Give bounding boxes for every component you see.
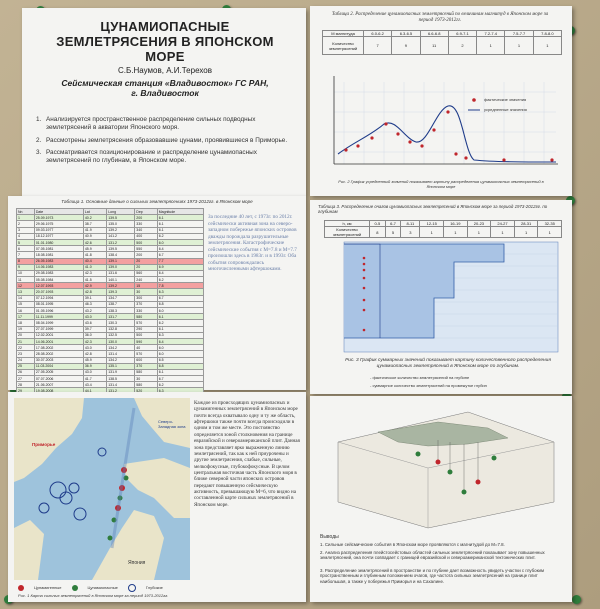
table-cell: 138.7	[107, 301, 135, 307]
table-cell: 21	[17, 338, 35, 344]
count-cell: 1	[505, 37, 533, 55]
table-cell: 560	[135, 270, 157, 276]
table-cell: 6.9	[157, 264, 203, 270]
table-cell: 16	[17, 308, 35, 314]
table-cell: 500	[135, 332, 157, 338]
korea-land	[14, 520, 44, 580]
col-header: Nn	[17, 209, 35, 215]
table-cell: 40	[135, 345, 157, 351]
depth-bin: 8-11	[401, 221, 420, 227]
data-table-sheet	[8, 196, 306, 390]
range-cell: 6.3-6.5	[392, 31, 420, 37]
table-cell: 138.5	[107, 376, 135, 382]
hokkaido-land	[124, 458, 190, 518]
table-cell: 139.1	[107, 258, 135, 264]
earthquake-table-body	[17, 215, 204, 407]
table-cell: 42.6	[83, 239, 106, 245]
map-legend	[18, 584, 163, 592]
depth-count: 3	[401, 227, 420, 238]
primorye-land	[14, 398, 84, 482]
conclusions-heading: Выводы	[320, 534, 339, 540]
table-cell: 45.9	[83, 246, 106, 252]
table-cell: 42.8	[83, 289, 106, 295]
table3-caption: Таблица 3. Распределение очагов цунамиопасных землетрясений в Японском море за период 1973-2012гг. по глубинам	[318, 204, 548, 215]
magnitude-graph	[324, 72, 562, 176]
count-cell: 2	[448, 37, 476, 55]
conclusion-2: 2. Анализ распределения плейстосейстовых областей сильных землетрясений показывает зону повышенных землетрясений, она почти совпадает с границей евразийской и североамериканской тектонических плит.	[320, 550, 545, 561]
table-cell: 17	[17, 314, 35, 320]
depth-bin: 12-15	[420, 221, 444, 227]
table-cell: 39.1	[83, 295, 106, 301]
table-cell: 25	[17, 363, 35, 369]
table-cell: 135.1	[107, 363, 135, 369]
graph-grid	[334, 82, 556, 164]
legend-tsunami-hazard: Цунамиопасные	[87, 584, 118, 590]
table1-caption: Таблица 1. Основные данные о сильных землетрясениях 1973-2012гг. в Японском море	[61, 199, 253, 204]
title-line-3: МОРЕ	[145, 48, 185, 64]
table-cell: 6.3	[157, 332, 203, 338]
count-cell: 7	[364, 37, 392, 55]
point-3	[36, 149, 294, 166]
depth-label: h, км	[325, 221, 370, 227]
table-cell: 14	[17, 295, 35, 301]
point-text: Рассматривается позиционирование и распределение цунамиопасных землетрясений по глубинам, в Японском море.	[46, 148, 257, 165]
poster-title	[32, 20, 298, 65]
table-cell: 132.5	[107, 332, 135, 338]
depth-bin: 28-31	[514, 221, 538, 227]
table-cell: 400	[135, 233, 157, 239]
table-cell: 6.1	[157, 314, 203, 320]
table-cell: 8	[17, 258, 35, 264]
table-cell: 40.9	[83, 233, 106, 239]
table-cell: 6.8	[157, 301, 203, 307]
table-cell: 11.11.1999	[34, 314, 83, 320]
table-cell: 20	[135, 258, 157, 264]
table-cell: 6.1	[157, 221, 203, 227]
range-cell: 6.9-7.1	[448, 31, 476, 37]
earthquake-table	[16, 208, 204, 407]
table-cell: 46.3	[83, 301, 106, 307]
averaged-curve	[338, 106, 556, 162]
intro-points	[36, 116, 294, 166]
table-cell: 05.08.1984	[34, 277, 83, 283]
table-cell: 24	[17, 357, 35, 363]
table-cell: 6.0	[157, 239, 203, 245]
fig1-caption: Рис. 1 Карта сильных землетрясений в Японском море за период 1973-2012гг.	[18, 593, 169, 598]
table-cell: 340	[135, 227, 157, 233]
table-cell: 20	[17, 332, 35, 338]
range-cell: 6.0-6.2	[364, 31, 392, 37]
magnitude-sheet	[310, 6, 572, 196]
table-cell: 139.5	[107, 246, 135, 252]
range-cell: 6.6-6.8	[420, 31, 448, 37]
depth-count: 1	[538, 227, 562, 238]
count-cell: 1	[533, 37, 561, 55]
depth-table	[324, 220, 562, 238]
table-cell: 13	[17, 289, 35, 295]
point-2	[36, 137, 294, 145]
table-cell: 2	[17, 221, 35, 227]
table-cell: 6.7	[157, 252, 203, 258]
table-cell: 18.12.1977	[34, 233, 83, 239]
table-cell: 141.2	[107, 233, 135, 239]
depth-sheet	[310, 200, 572, 394]
3d-depth-plot	[318, 402, 564, 530]
table-cell: 134.2	[107, 345, 135, 351]
table-cell: 6.7	[157, 376, 203, 382]
table-cell: 5	[17, 239, 35, 245]
map-label-japan: Япония	[128, 560, 146, 566]
table-cell: 42.3	[83, 270, 106, 276]
table-cell: 200	[135, 252, 157, 258]
title-line-2: ЗЕМЛЕТРЯСЕНИЯ В ЯПОНСКОМ	[56, 33, 274, 49]
table-cell: 6.3	[157, 289, 203, 295]
col-header: Long	[107, 209, 135, 215]
table-cell: 6.2	[157, 382, 203, 388]
table-cell: 600	[135, 357, 157, 363]
table-cell: 139.2	[107, 227, 135, 233]
title-line-1: ЦУНАМИОПАСНЫЕ	[100, 19, 230, 34]
table-cell: 6.1	[157, 369, 203, 375]
table-cell: 131.2	[107, 239, 135, 245]
pushpin	[572, 595, 581, 604]
depth-count: 1	[491, 227, 515, 238]
depth-bin: 32-35	[538, 221, 562, 227]
table-cell: 43.0	[83, 345, 106, 351]
depth-legend-cumulative: - суммарное количество землетрясений на промежутке глубин	[370, 383, 487, 388]
map-sheet	[8, 392, 306, 602]
table-cell: 1	[17, 215, 35, 221]
table-cell: 15	[135, 283, 157, 289]
table-cell: 4	[17, 233, 35, 239]
table-cell: 19	[17, 326, 35, 332]
table-cell: 43.0	[83, 369, 106, 375]
count-cell: 1	[477, 37, 505, 55]
table-cell: 6.2	[157, 277, 203, 283]
point-text: Анализируется пространственное распределение сильных подводных землетрясений в акватории Японского моря.	[46, 116, 256, 132]
table-cell: 43.4	[83, 382, 106, 388]
table-cell: 28	[17, 382, 35, 388]
table-cell: 41.5	[83, 277, 106, 283]
table-cell: 6.0	[157, 351, 203, 357]
table-cell: 12.02.2001	[34, 332, 83, 338]
depth-count: 5	[385, 227, 401, 238]
table-cell: 139.2	[107, 283, 135, 289]
table-cell: 21.06.2007	[34, 382, 83, 388]
table-cell: 15	[17, 301, 35, 307]
table-cell: 550	[135, 246, 157, 252]
table-cell: 330	[135, 221, 157, 227]
station-affiliation	[32, 78, 298, 98]
table-cell: 139.0	[107, 264, 135, 270]
depth-count: 1	[444, 227, 468, 238]
table-cell: 6.1	[157, 326, 203, 332]
point-number: 1.	[36, 116, 42, 123]
table-cell: 6.1	[157, 227, 203, 233]
table-cell: 6.7	[157, 295, 203, 301]
table-cell: 27.05.2005	[34, 369, 83, 375]
map-label-primorye: Приморье	[32, 442, 56, 447]
depth-graph	[324, 238, 562, 356]
table-cell: 29.06.1975	[34, 221, 83, 227]
conclusion-3: 3. Распределение землетрясений в пространстве и по глубине дает возможность увидеть участки с глубоким пространственным и глубинным положением очагов, где частота сильных землетрясений на границе плит наибольшая, а также у побережья Приморья и на Сахалине.	[320, 568, 544, 584]
table-cell: 139.3	[107, 289, 135, 295]
table-cell: 07.05.1981	[34, 246, 83, 252]
legend-actual: фактические значения	[484, 97, 527, 102]
table-cell: 36.0	[83, 332, 106, 338]
authors: С.Б.Наумов, А.И.Терехов	[118, 66, 212, 75]
table-cell: 130.0	[107, 338, 135, 344]
table-cell: 27	[17, 376, 35, 382]
table-cell: 30	[135, 289, 157, 295]
title-sheet	[22, 8, 306, 196]
station-line-1: Сейсмическая станция «Владивосток» ГС РАН,	[61, 78, 269, 88]
table-cell: 138.3	[107, 308, 135, 314]
depth-contours	[39, 448, 106, 520]
table-cell: 580	[135, 314, 157, 320]
table-cell: 500	[135, 239, 157, 245]
table-cell: 300	[135, 295, 157, 301]
point-number: 2.	[36, 136, 42, 144]
table-cell: 28.08.2002	[34, 351, 83, 357]
depth-count: 1	[467, 227, 491, 238]
depth-count: 8	[370, 227, 386, 238]
table-cell: 08.01.1995	[34, 301, 83, 307]
table-cell: 30.07.2003	[34, 357, 83, 363]
col-header: Lat	[83, 209, 106, 215]
table-cell: 18	[17, 320, 35, 326]
table-cell: 131.4	[107, 351, 135, 357]
count-cell: 9	[392, 37, 420, 55]
table-cell: 370	[135, 301, 157, 307]
depth-legend-actual: - фактическое количество землетрясений на глубине	[370, 375, 470, 380]
table-cell: 18.08.1981	[34, 252, 83, 258]
table-cell: 11	[17, 277, 35, 283]
table-cell: 134.7	[107, 295, 135, 301]
depth-bin: 24-27	[491, 221, 515, 227]
table-cell: 580	[135, 369, 157, 375]
table-cell: 40.4	[83, 258, 106, 264]
table-cell: 09.03.1977	[34, 227, 83, 233]
table-cell: 20.07.1993	[34, 289, 83, 295]
col-header: Date	[34, 209, 83, 215]
table-cell: 42.8	[83, 351, 106, 357]
table-cell: 38.7	[83, 221, 106, 227]
conclusions-sheet	[310, 396, 572, 602]
table-cell: 26	[17, 369, 35, 375]
table-cell: 14.06.2001	[34, 338, 83, 344]
table-cell: 7.8	[157, 283, 203, 289]
table-cell: 131.7	[107, 314, 135, 320]
legend-averaged: усредненные значения	[484, 107, 527, 112]
legend-tsunamigenic-icon	[18, 585, 24, 591]
table-cell: 42.9	[83, 283, 106, 289]
table-cell: 6.4	[157, 338, 203, 344]
table-cell: 130.3	[107, 320, 135, 326]
table2-count-label: Количество землетрясений	[323, 37, 364, 55]
table-cell: 11.03.2004	[34, 363, 83, 369]
station-line-2: г. Владивосток	[131, 88, 199, 99]
table-cell: 9	[17, 264, 35, 270]
table-cell: 6	[17, 246, 35, 252]
depth-bin: 0-5	[370, 221, 386, 227]
depth-count: 1	[420, 227, 444, 238]
range-cell: 7.5-7.7	[505, 31, 533, 37]
point-1	[36, 116, 294, 133]
table-cell: 42.3	[83, 338, 106, 344]
table-cell: 17.08.2002	[34, 345, 83, 351]
table-cell: 08.04.1999	[34, 320, 83, 326]
table-cell: 43.0	[83, 314, 106, 320]
table-cell: 10	[17, 270, 35, 276]
table-cell: 29.08.1983	[34, 270, 83, 276]
table-cell: 135.0	[107, 221, 135, 227]
legend-deep-icon	[128, 584, 136, 592]
table-cell: 6.5	[157, 357, 203, 363]
table-cell: 30	[135, 376, 157, 382]
table-cell: 41.9	[83, 227, 106, 233]
table-cell: 7	[17, 252, 35, 258]
table-cell: 6.4	[157, 270, 203, 276]
count-cell: 11	[420, 37, 448, 55]
col-header: Magnitude	[157, 209, 203, 215]
table-cell: 01.01.1980	[34, 239, 83, 245]
table-cell: 20	[135, 264, 157, 270]
col-header: Dep	[135, 209, 157, 215]
table-cell: 200	[135, 215, 157, 221]
depth-bin: 6-7	[385, 221, 401, 227]
table-cell: 138.4	[107, 252, 135, 258]
table-cell: 39.7	[83, 326, 106, 332]
table-cell: 330	[135, 308, 157, 314]
depth-count-label: Количество землетрясений	[325, 227, 370, 238]
table2-caption: Таблица 2. Распределение цунамиопасных землетрясений по величинам магнитуд в Японском море за период 1973-2012гг.	[331, 12, 549, 24]
table-cell: 6.0	[157, 308, 203, 314]
depth-bin: 20-23	[467, 221, 491, 227]
table-cell: 41.7	[83, 376, 106, 382]
table-cell: 12	[17, 283, 35, 289]
table-cell: 23	[17, 351, 35, 357]
table-cell: 6.2	[157, 233, 203, 239]
honshu-land	[92, 510, 164, 580]
range-cell: 7.2-7.4	[477, 31, 505, 37]
table-cell: 41.8	[83, 252, 106, 258]
table-cell: 570	[135, 320, 157, 326]
table-cell: 43.2	[83, 308, 106, 314]
conclusion-1: 1. Сильные сейсмические события в Японском море проявляются с магнитудой до М=7.8.	[320, 542, 505, 547]
point-text: Рассмотрены землетрясения образовавшие цунами, проявившиеся в Приморье.	[46, 136, 288, 144]
table-cell: 131.4	[107, 382, 135, 388]
table-cell: 139.5	[107, 215, 135, 221]
table-cell: 132.8	[107, 326, 135, 332]
map-label-nw-zone: Северо-Западная зона	[158, 419, 186, 429]
table-cell: 43.6	[83, 320, 106, 326]
table-cell: 6.4	[157, 246, 203, 252]
table-cell: 590	[135, 338, 157, 344]
table-cell: 12.07.1993	[34, 283, 83, 289]
point-number: 3.	[36, 148, 42, 156]
table-cell: 27.07.1999	[34, 326, 83, 332]
table-cell: 240	[135, 277, 157, 283]
range-cell: 7.8-8.0	[533, 31, 561, 37]
magnitude-table	[322, 30, 562, 55]
legend-tsunamigenic: Цунамигенные	[34, 584, 62, 590]
table-cell: 6.0	[157, 345, 203, 351]
table-cell: 6.8	[157, 363, 203, 369]
table2-header-label: М магнитуда	[323, 31, 364, 37]
depth-count: 1	[514, 227, 538, 238]
table-cell: 01.05.1996	[34, 308, 83, 314]
map-description: Каждое из происходящих цунамиопасных и цунамигенных землетрясений в Японском море почти всегда охватывало одну и ту же область, афтершоки также почти всегда происходили в одном и том же месте. Это постоянство определяется зоной столкновения на границе евразийской и североамериканской плит. Данная зона представляет ярко выраженную линию землетрясений, так как к ней приурочены и другие землетрясения, слабые, сильные, мелкофокусные, глубокофокусные. В целом центральная восточная часть Японского моря в ближе северной части японских островов передают повышенную сейсмическую активность, превышающую М=6, что видно на составленной карте сильных землетрясений в Японском море.	[194, 400, 300, 508]
table-cell: 45.9	[83, 357, 106, 363]
fig3-caption: Рис. 3 График суммарных значений показывает картину количественного распределения цунамиопасных землетрясений в Японском море по глубинам.	[345, 358, 551, 369]
table-cell: 6.1	[157, 215, 203, 221]
depth-bin: 16-19	[444, 221, 468, 227]
table-cell: 131.9	[107, 369, 135, 375]
table-cell: 580	[135, 382, 157, 388]
table-cell: 131.6	[107, 270, 135, 276]
table-cell: 22	[17, 345, 35, 351]
table-cell: 07.07.2006	[34, 376, 83, 382]
table1-side-text: За последние 40 лет, с 1973г. по 2012г. сейсмически активная зона на северо-западном побережье японских островов дважды порождала разрушительные землетрясения. Катастрофические сейсмические события с М=7.8 и М=7.7 произошли здесь в 1983г. и в 1993г. Оба события сопровождались многочисленными афтершоками.	[208, 214, 297, 272]
table-cell: 07.12.1994	[34, 295, 83, 301]
table-cell: 570	[135, 351, 157, 357]
table-cell: 290	[135, 326, 157, 332]
table-cell: 7.7	[157, 258, 203, 264]
table-cell: 36.9	[83, 363, 106, 369]
table-cell: 40.2	[83, 215, 106, 221]
table-cell: 3	[17, 227, 35, 233]
table-cell: 140.1	[107, 277, 135, 283]
table-cell: 41.0	[83, 264, 106, 270]
legend-actual-marker	[472, 98, 476, 102]
table-cell: 6.2	[157, 320, 203, 326]
fig2-caption: Рис. 2 График усредненный значений показывает картину распределения цунамиопасных землетрясений в Японском море	[338, 179, 544, 189]
table-cell: 370	[135, 363, 157, 369]
table-cell: 26.05.1983	[34, 258, 83, 264]
table-cell: 14.06.1983	[34, 264, 83, 270]
legend-tsunami-hazard-icon	[72, 585, 78, 591]
table-cell: 134.2	[107, 357, 135, 363]
table-cell: 25.09.1973	[34, 215, 83, 221]
legend-deep: Глубокие	[145, 584, 163, 590]
